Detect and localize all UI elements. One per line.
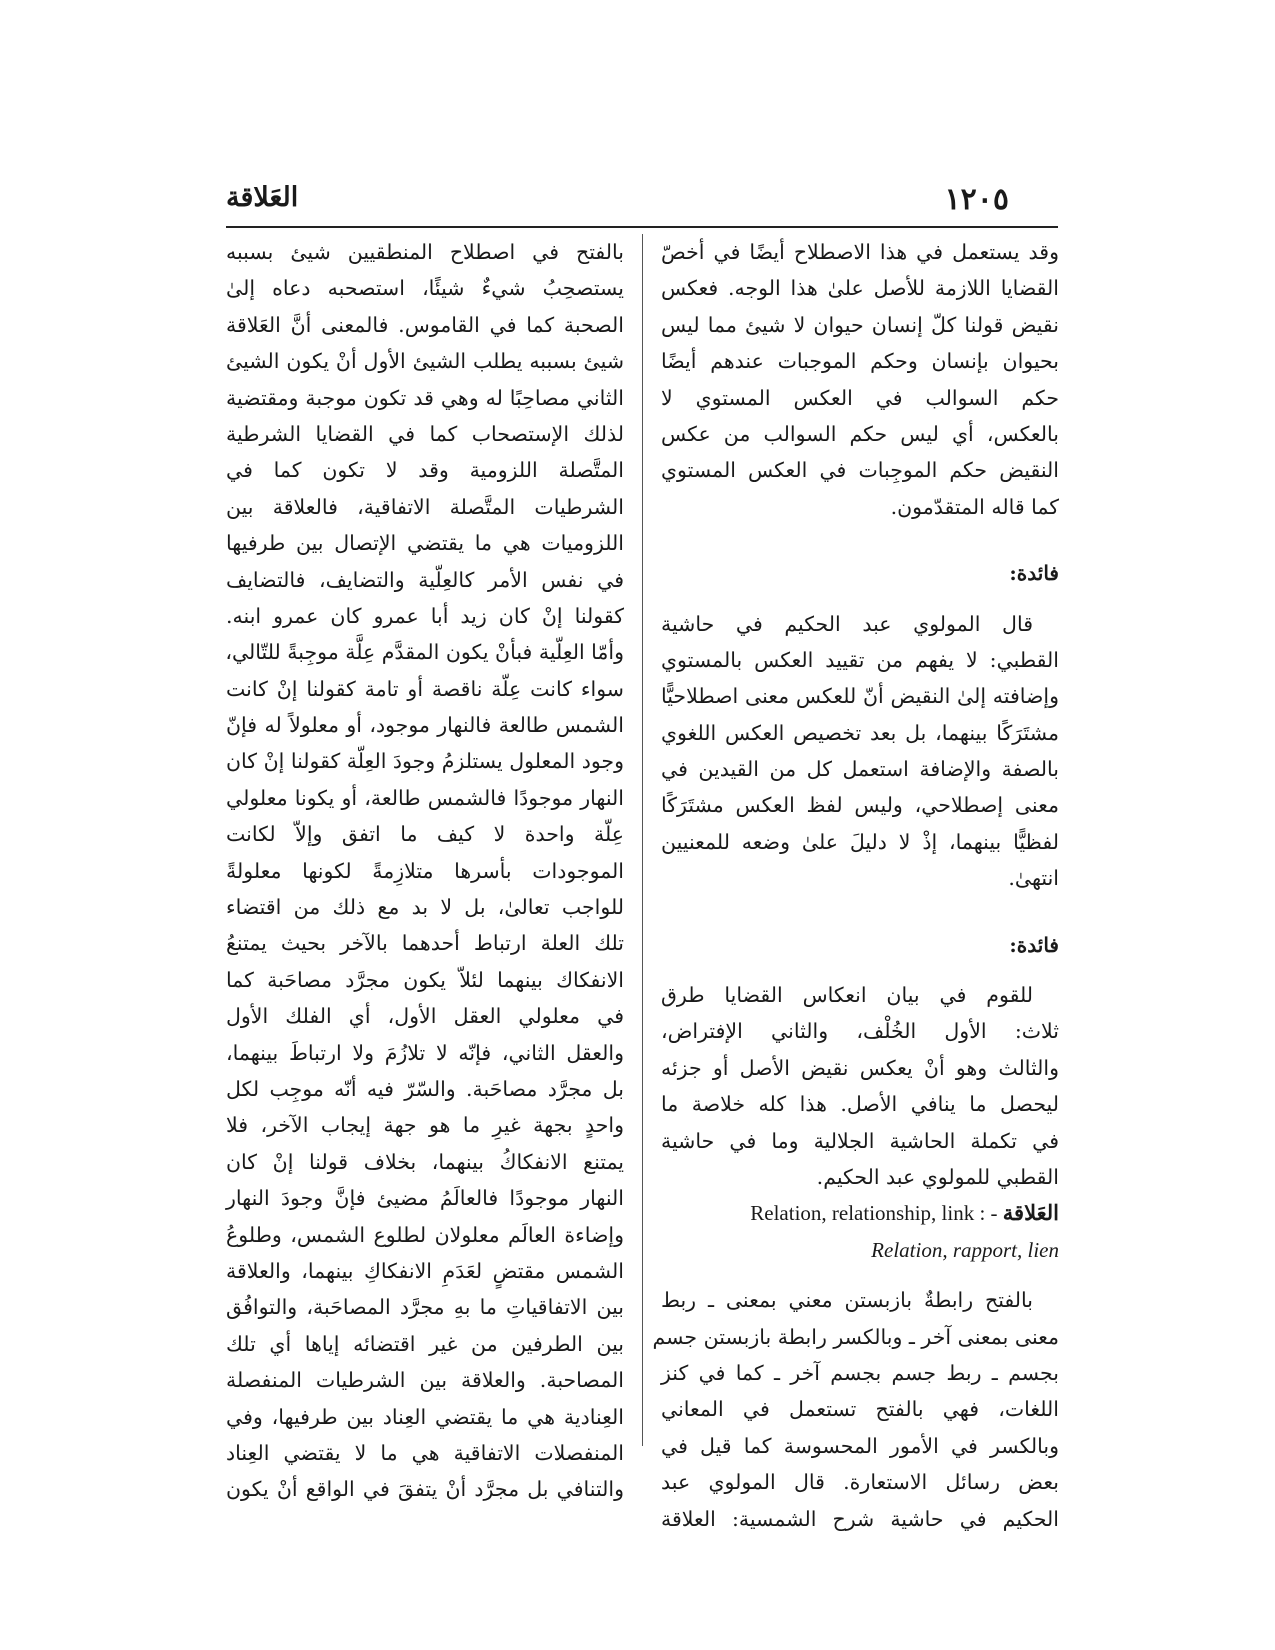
text-line: بعض رسائل الاستعارة. قال المولوي عبد xyxy=(661,1470,1059,1495)
text-line: وبالكسر في الأمور المحسوسة كما قيل في xyxy=(661,1433,1059,1458)
text-line: الصحبة كما في القاموس. فالمعنى أنَّ العَلاقة xyxy=(226,312,624,337)
text-line: بالعكس، أي ليس حكم السوالب من عكس xyxy=(661,421,1059,446)
text-line: العِنادية هي ما يقتضي العِناد بين طرفيها، وفي xyxy=(226,1404,624,1429)
column-divider xyxy=(642,234,643,1446)
text-line: بين الاتفاقياتِ ما بهِ مجرَّد المصاحَبة، والتوافُق xyxy=(226,1295,624,1320)
section-heading: فائدة: xyxy=(1009,932,1059,957)
text-line: واحدٍ بجهة غيرِ ما هو جهة إيجاب الآخر، فلا xyxy=(226,1113,624,1138)
running-head: العَلاقة xyxy=(226,182,299,213)
text-line: قال المولوي عبد الحكيم في حاشية xyxy=(661,611,1033,636)
text-line: بل مجرَّد مصاحَبة. والسّرّ فيه أنّه موجِب لكل xyxy=(226,1076,624,1101)
text-line: يمتنع الانفكاكُ بينهما، بخلاف قولنا إنْ كان xyxy=(226,1149,624,1174)
text-line: الانفكاك بينهما لئلاّ يكون مجرَّد مصاحَبة كما xyxy=(226,967,624,992)
text-line: انتهىٰ. xyxy=(1008,866,1059,891)
entry-headword-line xyxy=(661,1195,1059,1231)
text-line: اللزوميات هي ما يقتضي الإتصال بين طرفيها xyxy=(226,531,624,556)
text-line: وجود المعلول يستلزمُ وجودَ العِلّة كقولنا إنْ كان xyxy=(226,749,624,774)
text-line: الشمس طالعة فالنهار موجود، أو معلولاً له فإنّ xyxy=(226,713,624,738)
text-line: الحكيم في حاشية شرح الشمسية: العلاقة xyxy=(661,1506,1059,1531)
text-line: الشرطيات المتَّصلة الاتفاقية، فالعلاقة بين xyxy=(226,494,624,519)
text-line: بين الطرفين من غير اقتضائه إياها أي تلك xyxy=(226,1331,624,1356)
text-line: وقد يستعمل في هذا الاصطلاح أيضًا في أخصّ xyxy=(661,240,1059,264)
text-line: كما قاله المتقدّمون. xyxy=(890,494,1059,519)
text-line: تلك العلة ارتباط أحدهما بالآخر بحيث يمتنعُ xyxy=(226,931,624,956)
text-line: وأمّا العِلّية فبأنْ يكون المقدَّم عِلَّة موجِبةً للتّالي، xyxy=(225,640,624,665)
text-line: معنى بمعنى آخر ـ وبالكسر رابطة بازبستن جسم xyxy=(652,1324,1059,1349)
text-line: القضايا اللازمة للأصل علىٰ هذا الوجه. فعكس xyxy=(661,276,1059,301)
text-line: كقولنا إنْ كان زيد أبا عمرو كان عمرو ابنه. xyxy=(226,603,624,628)
text-line: مشتَرَكًا بينهما، بل بعد تخصيص العكس اللغوي xyxy=(661,720,1059,745)
text-line: المنفصلات الاتفاقية هي ما لا يقتضي العِناد xyxy=(226,1440,624,1465)
text-line: يستصحِبُ شيءٌ شيئًا، استصحبه دعاه إلىٰ xyxy=(226,276,624,301)
text-line: بحيوان بإنسان وحكم الموجبات عندهم أيضًا xyxy=(661,349,1059,374)
text-line: القطبي للمولوي عبد الحكيم. xyxy=(816,1164,1059,1189)
text-line: وإضافته إلىٰ النقيض أنّ للعكس معنى اصطلاحيًّا xyxy=(661,684,1059,709)
text-line: النهار موجودًا فالعالَمُ مضيئ فإنَّ وجودَ النهار xyxy=(226,1186,624,1211)
text-line: والثالث وهو أنْ يعكس نقيض الأصل أو جزئه xyxy=(661,1055,1059,1080)
text-line: الموجودات بأسرها متلازِمةً لكونها معلولةً xyxy=(226,858,624,883)
text-line: المتَّصلة اللزومية وقد لا تكون كما في xyxy=(226,458,624,483)
text-line: في نفس الأمر كالعِلّية والتضايف، فالتضايف xyxy=(226,567,624,592)
text-line: عِلّة واحدة لا كيف ما اتفق وإلاّ لكانت xyxy=(226,822,624,847)
text-line: معنى إصطلاحي، وليس لفظ العكس مشتَرَكًا xyxy=(661,793,1059,818)
text-line: نقيض قولنا كلّ إنسان حيوان لا شيئ مما ليس xyxy=(661,312,1059,337)
text-line: الشمس مقتضٍ لعَدَمِ الانفكاكِ بينهما، والعلاقة xyxy=(226,1258,624,1283)
text-line: بالصفة والإضافة استعمل كل من القيدين في xyxy=(661,757,1059,782)
text-line: للواجب تعالىٰ، بل لا بد مع ذلك من اقتضاء xyxy=(226,895,624,920)
header-rule xyxy=(226,226,1058,228)
entry-french: Relation, rapport, lien xyxy=(871,1237,1059,1262)
text-line: الثاني مصاحِبًا له وهي قد تكون موجبة ومقتضية xyxy=(226,385,624,410)
text-line: اللغات، فهي بالفتح تستعمل في المعاني xyxy=(661,1397,1059,1422)
text-line: المصاحبة. والعلاقة بين الشرطيات المنفصلة xyxy=(226,1368,624,1393)
text-line: والتنافي بل مجرَّد أنْ يتفقَ في الواقع أنْ يكون xyxy=(226,1477,624,1502)
entry-separator: : - xyxy=(979,1201,998,1226)
text-line: بالفتح في اصطلاح المنطقيين شيئ بسببه xyxy=(226,240,624,264)
text-line: القطبي: لا يفهم من تقييد العكس بالمستوي xyxy=(661,647,1059,672)
text-line: وإضاءة العالَم معلولان لطلوع الشمس، وطلوعُ xyxy=(226,1222,624,1247)
text-line: سواء كانت عِلّة ناقصة أو تامة كقولنا إنْ كانت xyxy=(226,676,624,701)
text-line: حكم السوالب في العكس المستوي لا xyxy=(661,385,1059,410)
entry-french-line xyxy=(661,1232,1059,1268)
text-line: في معلولي العقل الأول، أي الفلك الأول xyxy=(226,1004,624,1029)
text-line: للقوم في بيان انعكاس القضايا طرق xyxy=(661,983,1033,1008)
text-line: في تكملة الحاشية الجلالية وما في حاشية xyxy=(661,1128,1059,1153)
text-line: والعقل الثاني، فإنّه لا تلازُمَ ولا ارتباطَ بينهما، xyxy=(226,1040,624,1065)
text-line: شيئ بسببه يطلب الشيئ الأول أنْ يكون الشيئ xyxy=(226,349,624,374)
section-heading: فائدة: xyxy=(1009,561,1059,586)
entry-english: Relation, relationship, link xyxy=(750,1201,975,1226)
text-line: ثلاث: الأول الخُلْف، والثاني الإفتراض، xyxy=(661,1019,1059,1044)
text-line: النهار موجودًا فالشمس طالعة، أو يكونا معلولي xyxy=(226,785,624,810)
left-column xyxy=(225,234,624,1502)
text-line: بالفتح رابطةٌ بازبستن معني بمعنى ـ ربط xyxy=(661,1288,1033,1313)
text-line: لفظيًّا بينهما، إذْ لا دليلَ علىٰ وضعه للمعنيين xyxy=(661,829,1059,854)
entry-term: العَلاقة xyxy=(1002,1200,1059,1226)
right-column xyxy=(652,234,1059,1531)
text-line: لذلك الإستصحاب كما في القضايا الشرطية xyxy=(226,421,624,446)
page-number: ١٢٠٥ xyxy=(944,182,1009,217)
text-line: ليحصل ما ينافي الأصل. هذا كله خلاصة ما xyxy=(661,1092,1059,1117)
text-line: النقيض حكم الموجِبات في العكس المستوي xyxy=(661,458,1059,483)
text-line: بجسم ـ ربط جسم بجسم آخر ـ كما في كنز xyxy=(661,1360,1059,1385)
